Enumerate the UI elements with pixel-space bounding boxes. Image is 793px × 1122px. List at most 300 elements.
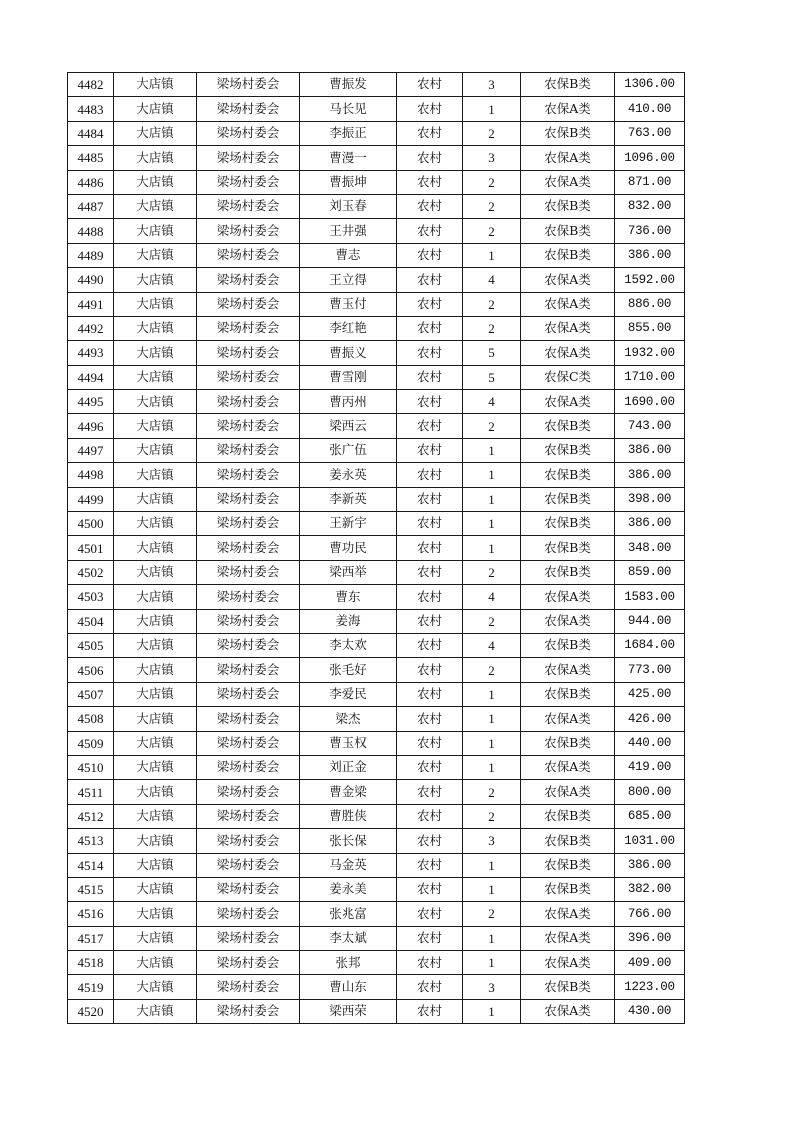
cell-insurance-category: 农保A类 bbox=[521, 951, 615, 975]
cell-id: 4484 bbox=[68, 121, 114, 145]
cell-village-committee: 梁场村委会 bbox=[197, 536, 300, 560]
cell-amount: 886.00 bbox=[615, 292, 685, 316]
cell-id: 4489 bbox=[68, 243, 114, 267]
cell-amount: 426.00 bbox=[615, 707, 685, 731]
table-row bbox=[68, 999, 685, 1023]
cell-town: 大店镇 bbox=[114, 780, 197, 804]
table-row bbox=[68, 780, 685, 804]
cell-town: 大店镇 bbox=[114, 707, 197, 731]
cell-id: 4505 bbox=[68, 633, 114, 657]
cell-insurance-category: 农保A类 bbox=[521, 316, 615, 340]
cell-household-size: 2 bbox=[463, 780, 521, 804]
cell-id: 4483 bbox=[68, 97, 114, 121]
cell-id: 4485 bbox=[68, 146, 114, 170]
cell-village-committee: 梁场村委会 bbox=[197, 414, 300, 438]
cell-insurance-category: 农保B类 bbox=[521, 682, 615, 706]
cell-town: 大店镇 bbox=[114, 658, 197, 682]
cell-amount: 871.00 bbox=[615, 170, 685, 194]
cell-name: 马金英 bbox=[300, 853, 397, 877]
cell-amount: 1583.00 bbox=[615, 585, 685, 609]
cell-household-size: 2 bbox=[463, 560, 521, 584]
cell-household-size: 1 bbox=[463, 951, 521, 975]
cell-area-type: 农村 bbox=[397, 951, 463, 975]
cell-insurance-category: 农保B类 bbox=[521, 512, 615, 536]
cell-insurance-category: 农保A类 bbox=[521, 755, 615, 779]
cell-village-committee: 梁场村委会 bbox=[197, 829, 300, 853]
cell-name: 王井强 bbox=[300, 219, 397, 243]
cell-name: 张广伍 bbox=[300, 438, 397, 462]
cell-town: 大店镇 bbox=[114, 755, 197, 779]
cell-name: 曹雪刚 bbox=[300, 365, 397, 389]
cell-name: 张邦 bbox=[300, 951, 397, 975]
cell-amount: 1096.00 bbox=[615, 146, 685, 170]
cell-name: 曹金梁 bbox=[300, 780, 397, 804]
table-row bbox=[68, 853, 685, 877]
cell-town: 大店镇 bbox=[114, 951, 197, 975]
cell-town: 大店镇 bbox=[114, 609, 197, 633]
cell-amount: 1684.00 bbox=[615, 633, 685, 657]
cell-area-type: 农村 bbox=[397, 316, 463, 340]
cell-amount: 440.00 bbox=[615, 731, 685, 755]
cell-village-committee: 梁场村委会 bbox=[197, 341, 300, 365]
cell-village-committee: 梁场村委会 bbox=[197, 243, 300, 267]
cell-insurance-category: 农保A类 bbox=[521, 780, 615, 804]
cell-area-type: 农村 bbox=[397, 292, 463, 316]
cell-id: 4496 bbox=[68, 414, 114, 438]
cell-village-committee: 梁场村委会 bbox=[197, 902, 300, 926]
cell-insurance-category: 农保B类 bbox=[521, 73, 615, 97]
cell-amount: 1710.00 bbox=[615, 365, 685, 389]
cell-name: 梁杰 bbox=[300, 707, 397, 731]
cell-household-size: 2 bbox=[463, 170, 521, 194]
table-row bbox=[68, 292, 685, 316]
cell-household-size: 3 bbox=[463, 146, 521, 170]
cell-town: 大店镇 bbox=[114, 902, 197, 926]
cell-area-type: 农村 bbox=[397, 999, 463, 1023]
cell-amount: 766.00 bbox=[615, 902, 685, 926]
cell-amount: 763.00 bbox=[615, 121, 685, 145]
cell-insurance-category: 农保B类 bbox=[521, 829, 615, 853]
cell-village-committee: 梁场村委会 bbox=[197, 999, 300, 1023]
cell-insurance-category: 农保A类 bbox=[521, 999, 615, 1023]
cell-name: 李太欢 bbox=[300, 633, 397, 657]
cell-household-size: 2 bbox=[463, 292, 521, 316]
cell-name: 姜海 bbox=[300, 609, 397, 633]
cell-name: 李新英 bbox=[300, 487, 397, 511]
cell-household-size: 1 bbox=[463, 755, 521, 779]
cell-town: 大店镇 bbox=[114, 219, 197, 243]
cell-household-size: 2 bbox=[463, 121, 521, 145]
cell-id: 4502 bbox=[68, 560, 114, 584]
cell-area-type: 农村 bbox=[397, 463, 463, 487]
cell-village-committee: 梁场村委会 bbox=[197, 560, 300, 584]
cell-town: 大店镇 bbox=[114, 292, 197, 316]
cell-id: 4512 bbox=[68, 804, 114, 828]
table-row bbox=[68, 414, 685, 438]
cell-name: 姜永英 bbox=[300, 463, 397, 487]
table-row bbox=[68, 512, 685, 536]
cell-village-committee: 梁场村委会 bbox=[197, 170, 300, 194]
cell-town: 大店镇 bbox=[114, 121, 197, 145]
cell-village-committee: 梁场村委会 bbox=[197, 316, 300, 340]
cell-amount: 386.00 bbox=[615, 512, 685, 536]
table-row bbox=[68, 219, 685, 243]
cell-name: 梁西荣 bbox=[300, 999, 397, 1023]
table-row bbox=[68, 365, 685, 389]
cell-village-committee: 梁场村委会 bbox=[197, 73, 300, 97]
cell-amount: 743.00 bbox=[615, 414, 685, 438]
cell-area-type: 农村 bbox=[397, 755, 463, 779]
cell-household-size: 1 bbox=[463, 243, 521, 267]
cell-id: 4490 bbox=[68, 268, 114, 292]
data-table bbox=[67, 72, 685, 1024]
cell-area-type: 农村 bbox=[397, 365, 463, 389]
cell-household-size: 4 bbox=[463, 585, 521, 609]
cell-town: 大店镇 bbox=[114, 804, 197, 828]
cell-village-committee: 梁场村委会 bbox=[197, 194, 300, 218]
cell-household-size: 1 bbox=[463, 999, 521, 1023]
cell-town: 大店镇 bbox=[114, 463, 197, 487]
cell-household-size: 2 bbox=[463, 658, 521, 682]
cell-amount: 800.00 bbox=[615, 780, 685, 804]
cell-town: 大店镇 bbox=[114, 438, 197, 462]
table-row bbox=[68, 341, 685, 365]
cell-insurance-category: 农保A类 bbox=[521, 658, 615, 682]
cell-insurance-category: 农保C类 bbox=[521, 365, 615, 389]
cell-town: 大店镇 bbox=[114, 731, 197, 755]
cell-insurance-category: 农保B类 bbox=[521, 414, 615, 438]
cell-town: 大店镇 bbox=[114, 926, 197, 950]
cell-area-type: 农村 bbox=[397, 902, 463, 926]
table-row bbox=[68, 975, 685, 999]
cell-name: 王立得 bbox=[300, 268, 397, 292]
table-row bbox=[68, 463, 685, 487]
cell-household-size: 2 bbox=[463, 316, 521, 340]
cell-amount: 855.00 bbox=[615, 316, 685, 340]
cell-town: 大店镇 bbox=[114, 682, 197, 706]
cell-village-committee: 梁场村委会 bbox=[197, 926, 300, 950]
cell-area-type: 农村 bbox=[397, 243, 463, 267]
cell-household-size: 4 bbox=[463, 390, 521, 414]
cell-name: 李红艳 bbox=[300, 316, 397, 340]
cell-name: 张毛好 bbox=[300, 658, 397, 682]
cell-town: 大店镇 bbox=[114, 390, 197, 414]
cell-area-type: 农村 bbox=[397, 268, 463, 292]
cell-id: 4519 bbox=[68, 975, 114, 999]
cell-area-type: 农村 bbox=[397, 633, 463, 657]
cell-town: 大店镇 bbox=[114, 829, 197, 853]
cell-area-type: 农村 bbox=[397, 97, 463, 121]
cell-amount: 944.00 bbox=[615, 609, 685, 633]
cell-village-committee: 梁场村委会 bbox=[197, 877, 300, 901]
cell-village-committee: 梁场村委会 bbox=[197, 365, 300, 389]
cell-town: 大店镇 bbox=[114, 975, 197, 999]
cell-area-type: 农村 bbox=[397, 219, 463, 243]
cell-insurance-category: 农保B类 bbox=[521, 438, 615, 462]
cell-household-size: 5 bbox=[463, 341, 521, 365]
cell-town: 大店镇 bbox=[114, 194, 197, 218]
cell-area-type: 农村 bbox=[397, 975, 463, 999]
cell-town: 大店镇 bbox=[114, 487, 197, 511]
cell-insurance-category: 农保B类 bbox=[521, 731, 615, 755]
cell-amount: 396.00 bbox=[615, 926, 685, 950]
table-row bbox=[68, 755, 685, 779]
cell-household-size: 2 bbox=[463, 609, 521, 633]
cell-town: 大店镇 bbox=[114, 73, 197, 97]
cell-id: 4509 bbox=[68, 731, 114, 755]
cell-village-committee: 梁场村委会 bbox=[197, 780, 300, 804]
cell-household-size: 3 bbox=[463, 73, 521, 97]
cell-village-committee: 梁场村委会 bbox=[197, 463, 300, 487]
cell-area-type: 农村 bbox=[397, 609, 463, 633]
cell-village-committee: 梁场村委会 bbox=[197, 97, 300, 121]
table-row bbox=[68, 121, 685, 145]
cell-amount: 348.00 bbox=[615, 536, 685, 560]
cell-insurance-category: 农保B类 bbox=[521, 975, 615, 999]
cell-name: 曹山东 bbox=[300, 975, 397, 999]
cell-area-type: 农村 bbox=[397, 731, 463, 755]
cell-household-size: 1 bbox=[463, 926, 521, 950]
cell-area-type: 农村 bbox=[397, 853, 463, 877]
cell-name: 梁西云 bbox=[300, 414, 397, 438]
table-row bbox=[68, 633, 685, 657]
cell-insurance-category: 农保A类 bbox=[521, 926, 615, 950]
table-row bbox=[68, 829, 685, 853]
cell-household-size: 2 bbox=[463, 902, 521, 926]
cell-name: 姜永美 bbox=[300, 877, 397, 901]
cell-household-size: 1 bbox=[463, 463, 521, 487]
cell-town: 大店镇 bbox=[114, 560, 197, 584]
cell-village-committee: 梁场村委会 bbox=[197, 853, 300, 877]
cell-id: 4514 bbox=[68, 853, 114, 877]
cell-name: 张长保 bbox=[300, 829, 397, 853]
cell-insurance-category: 农保B类 bbox=[521, 536, 615, 560]
table-row bbox=[68, 243, 685, 267]
cell-insurance-category: 农保B类 bbox=[521, 463, 615, 487]
cell-insurance-category: 农保B类 bbox=[521, 877, 615, 901]
cell-id: 4495 bbox=[68, 390, 114, 414]
table-row bbox=[68, 731, 685, 755]
cell-town: 大店镇 bbox=[114, 341, 197, 365]
cell-town: 大店镇 bbox=[114, 853, 197, 877]
cell-name: 张兆富 bbox=[300, 902, 397, 926]
cell-area-type: 农村 bbox=[397, 585, 463, 609]
cell-amount: 409.00 bbox=[615, 951, 685, 975]
cell-insurance-category: 农保B类 bbox=[521, 487, 615, 511]
cell-village-committee: 梁场村委会 bbox=[197, 268, 300, 292]
cell-id: 4486 bbox=[68, 170, 114, 194]
cell-id: 4508 bbox=[68, 707, 114, 731]
cell-insurance-category: 农保B类 bbox=[521, 219, 615, 243]
cell-id: 4497 bbox=[68, 438, 114, 462]
cell-name: 曹振义 bbox=[300, 341, 397, 365]
cell-area-type: 农村 bbox=[397, 146, 463, 170]
cell-id: 4511 bbox=[68, 780, 114, 804]
cell-id: 4488 bbox=[68, 219, 114, 243]
table-row bbox=[68, 658, 685, 682]
cell-amount: 1690.00 bbox=[615, 390, 685, 414]
table-row bbox=[68, 268, 685, 292]
cell-id: 4501 bbox=[68, 536, 114, 560]
cell-id: 4520 bbox=[68, 999, 114, 1023]
cell-amount: 1031.00 bbox=[615, 829, 685, 853]
cell-village-committee: 梁场村委会 bbox=[197, 487, 300, 511]
cell-amount: 386.00 bbox=[615, 438, 685, 462]
cell-household-size: 1 bbox=[463, 877, 521, 901]
cell-name: 曹玉权 bbox=[300, 731, 397, 755]
cell-town: 大店镇 bbox=[114, 585, 197, 609]
cell-id: 4515 bbox=[68, 877, 114, 901]
cell-id: 4500 bbox=[68, 512, 114, 536]
cell-id: 4499 bbox=[68, 487, 114, 511]
cell-insurance-category: 农保A类 bbox=[521, 707, 615, 731]
table-row bbox=[68, 390, 685, 414]
cell-name: 刘正金 bbox=[300, 755, 397, 779]
cell-amount: 773.00 bbox=[615, 658, 685, 682]
cell-town: 大店镇 bbox=[114, 97, 197, 121]
cell-town: 大店镇 bbox=[114, 243, 197, 267]
table-row bbox=[68, 170, 685, 194]
table-row bbox=[68, 487, 685, 511]
table-row bbox=[68, 560, 685, 584]
cell-area-type: 农村 bbox=[397, 414, 463, 438]
table-row bbox=[68, 97, 685, 121]
cell-village-committee: 梁场村委会 bbox=[197, 219, 300, 243]
cell-id: 4507 bbox=[68, 682, 114, 706]
cell-insurance-category: 农保B类 bbox=[521, 560, 615, 584]
cell-town: 大店镇 bbox=[114, 512, 197, 536]
cell-insurance-category: 农保B类 bbox=[521, 804, 615, 828]
cell-amount: 1932.00 bbox=[615, 341, 685, 365]
cell-village-committee: 梁场村委会 bbox=[197, 707, 300, 731]
cell-insurance-category: 农保A类 bbox=[521, 341, 615, 365]
cell-area-type: 农村 bbox=[397, 707, 463, 731]
cell-insurance-category: 农保A类 bbox=[521, 902, 615, 926]
cell-id: 4516 bbox=[68, 902, 114, 926]
cell-household-size: 3 bbox=[463, 829, 521, 853]
cell-amount: 736.00 bbox=[615, 219, 685, 243]
cell-insurance-category: 农保A类 bbox=[521, 170, 615, 194]
cell-id: 4493 bbox=[68, 341, 114, 365]
cell-area-type: 农村 bbox=[397, 121, 463, 145]
cell-household-size: 4 bbox=[463, 268, 521, 292]
cell-area-type: 农村 bbox=[397, 536, 463, 560]
table-row bbox=[68, 438, 685, 462]
cell-name: 李爱民 bbox=[300, 682, 397, 706]
cell-town: 大店镇 bbox=[114, 536, 197, 560]
table-row bbox=[68, 926, 685, 950]
cell-id: 4503 bbox=[68, 585, 114, 609]
cell-name: 曹玉付 bbox=[300, 292, 397, 316]
cell-village-committee: 梁场村委会 bbox=[197, 146, 300, 170]
cell-household-size: 1 bbox=[463, 487, 521, 511]
cell-name: 曹振发 bbox=[300, 73, 397, 97]
cell-insurance-category: 农保A类 bbox=[521, 585, 615, 609]
cell-amount: 832.00 bbox=[615, 194, 685, 218]
cell-household-size: 3 bbox=[463, 975, 521, 999]
cell-id: 4513 bbox=[68, 829, 114, 853]
cell-amount: 685.00 bbox=[615, 804, 685, 828]
cell-household-size: 1 bbox=[463, 512, 521, 536]
cell-household-size: 1 bbox=[463, 536, 521, 560]
cell-id: 4482 bbox=[68, 73, 114, 97]
cell-village-committee: 梁场村委会 bbox=[197, 609, 300, 633]
cell-insurance-category: 农保A类 bbox=[521, 609, 615, 633]
table-row bbox=[68, 73, 685, 97]
cell-insurance-category: 农保B类 bbox=[521, 633, 615, 657]
cell-town: 大店镇 bbox=[114, 633, 197, 657]
cell-town: 大店镇 bbox=[114, 316, 197, 340]
cell-household-size: 1 bbox=[463, 853, 521, 877]
cell-id: 4518 bbox=[68, 951, 114, 975]
cell-id: 4498 bbox=[68, 463, 114, 487]
cell-village-committee: 梁场村委会 bbox=[197, 633, 300, 657]
cell-area-type: 农村 bbox=[397, 390, 463, 414]
cell-area-type: 农村 bbox=[397, 780, 463, 804]
cell-id: 4491 bbox=[68, 292, 114, 316]
cell-amount: 859.00 bbox=[615, 560, 685, 584]
cell-insurance-category: 农保A类 bbox=[521, 268, 615, 292]
cell-name: 曹胜侠 bbox=[300, 804, 397, 828]
cell-town: 大店镇 bbox=[114, 170, 197, 194]
cell-id: 4494 bbox=[68, 365, 114, 389]
cell-area-type: 农村 bbox=[397, 926, 463, 950]
cell-area-type: 农村 bbox=[397, 194, 463, 218]
cell-village-committee: 梁场村委会 bbox=[197, 804, 300, 828]
cell-name: 李振正 bbox=[300, 121, 397, 145]
table-row bbox=[68, 146, 685, 170]
table-row bbox=[68, 877, 685, 901]
cell-area-type: 农村 bbox=[397, 560, 463, 584]
table-row bbox=[68, 609, 685, 633]
cell-town: 大店镇 bbox=[114, 365, 197, 389]
cell-town: 大店镇 bbox=[114, 268, 197, 292]
cell-name: 李太斌 bbox=[300, 926, 397, 950]
cell-amount: 1306.00 bbox=[615, 73, 685, 97]
cell-amount: 398.00 bbox=[615, 487, 685, 511]
cell-town: 大店镇 bbox=[114, 999, 197, 1023]
cell-name: 刘玉春 bbox=[300, 194, 397, 218]
cell-village-committee: 梁场村委会 bbox=[197, 585, 300, 609]
cell-household-size: 2 bbox=[463, 804, 521, 828]
cell-household-size: 1 bbox=[463, 97, 521, 121]
table-row bbox=[68, 682, 685, 706]
cell-area-type: 农村 bbox=[397, 804, 463, 828]
cell-area-type: 农村 bbox=[397, 682, 463, 706]
cell-amount: 430.00 bbox=[615, 999, 685, 1023]
cell-name: 曹志 bbox=[300, 243, 397, 267]
table-row bbox=[68, 902, 685, 926]
cell-town: 大店镇 bbox=[114, 877, 197, 901]
cell-name: 曹功民 bbox=[300, 536, 397, 560]
cell-household-size: 1 bbox=[463, 682, 521, 706]
cell-area-type: 农村 bbox=[397, 829, 463, 853]
cell-area-type: 农村 bbox=[397, 658, 463, 682]
cell-village-committee: 梁场村委会 bbox=[197, 731, 300, 755]
cell-amount: 386.00 bbox=[615, 853, 685, 877]
cell-insurance-category: 农保A类 bbox=[521, 292, 615, 316]
cell-id: 4492 bbox=[68, 316, 114, 340]
cell-village-committee: 梁场村委会 bbox=[197, 121, 300, 145]
cell-id: 4510 bbox=[68, 755, 114, 779]
cell-household-size: 5 bbox=[463, 365, 521, 389]
cell-household-size: 1 bbox=[463, 707, 521, 731]
cell-area-type: 农村 bbox=[397, 877, 463, 901]
cell-insurance-category: 农保B类 bbox=[521, 194, 615, 218]
cell-village-committee: 梁场村委会 bbox=[197, 390, 300, 414]
cell-area-type: 农村 bbox=[397, 438, 463, 462]
cell-village-committee: 梁场村委会 bbox=[197, 658, 300, 682]
